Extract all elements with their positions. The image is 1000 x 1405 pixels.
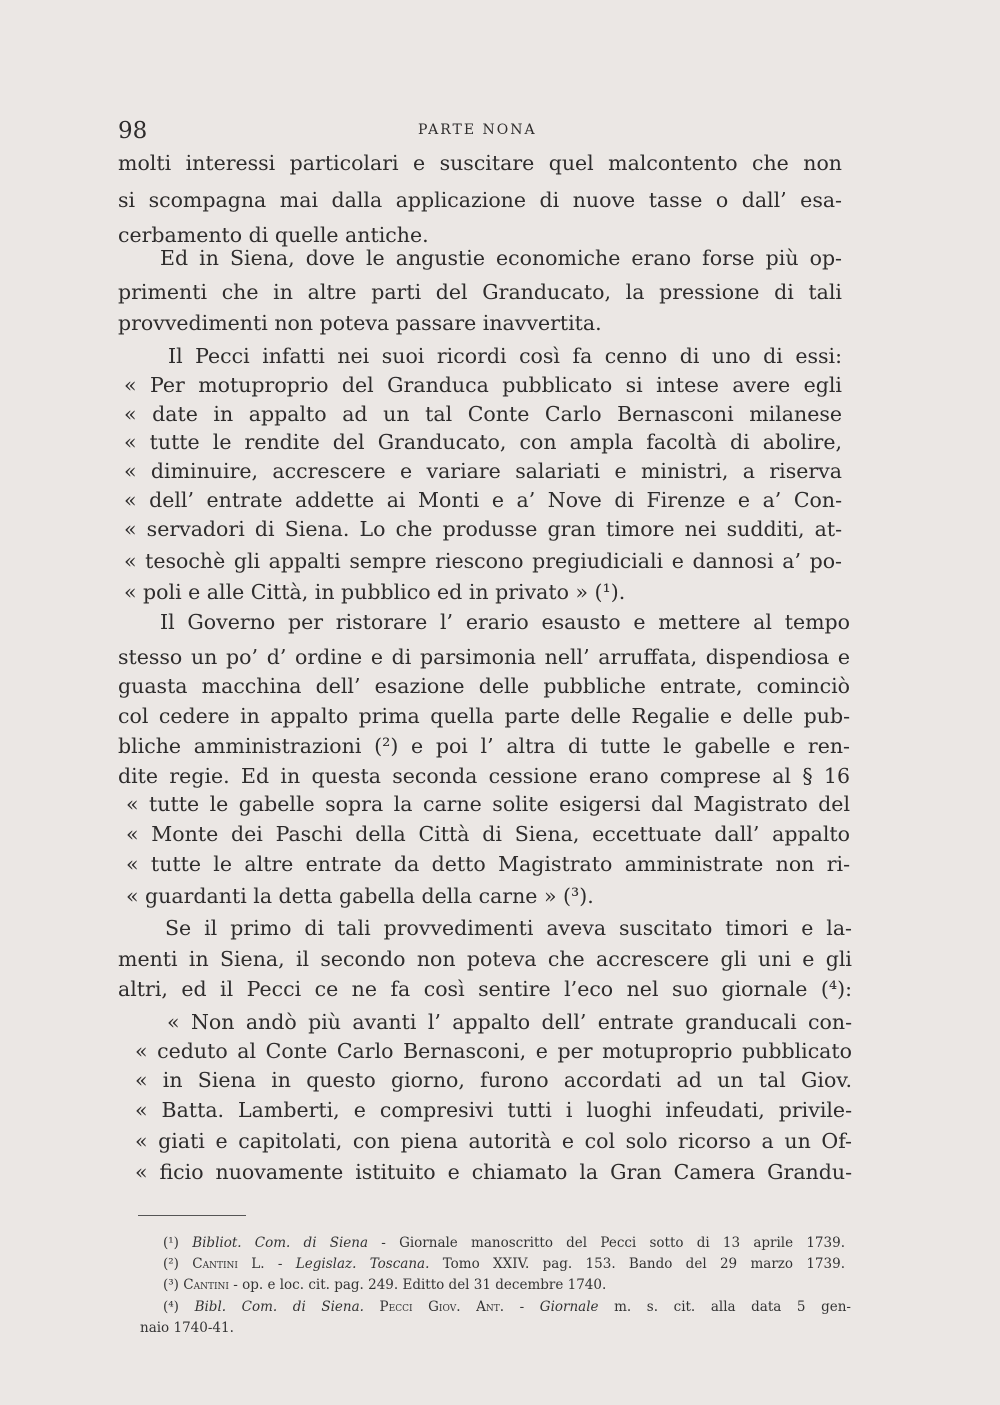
text-line: Il Pecci infatti nei suoi ricordi così fa cenno di uno di essi:	[168, 344, 842, 368]
footnote	[163, 1297, 851, 1317]
text-line: « poli e alle Città, in pubblico ed in privato » (¹).	[124, 580, 626, 604]
text-line: « giati e capitolati, con piena autorità e col solo ricorso a un Of-	[135, 1129, 852, 1153]
footnote-author: Pecci Giov. Ant.	[363, 1299, 505, 1315]
text-line: cerbamento di quelle antiche.	[118, 223, 429, 247]
footnote-source: Legislaz. Toscana.	[295, 1256, 430, 1272]
text-line: « tesochè gli appalti sempre riescono pregiudiciali e dannosi a’ po-	[124, 549, 842, 573]
footnote-divider	[138, 1215, 246, 1216]
text-line: Ed in Siena, dove le angustie economiche erano forse più op-	[160, 246, 842, 270]
text-line: dite regie. Ed in questa seconda cessione erano comprese al § 16	[118, 764, 850, 788]
text-line: primenti che in altre parti del Granducato, la pressione di tali	[118, 280, 842, 304]
footnote-text: m. s. cit. alla data 5 gen-	[598, 1299, 851, 1315]
text-line: « servadori di Siena. Lo che produsse gran timore nei sudditi, at-	[124, 517, 842, 541]
footnote-mark: (⁴)	[163, 1299, 179, 1315]
page-header	[118, 118, 853, 148]
text-line: Se il primo di tali provvedimenti aveva suscitato timori e la-	[165, 916, 852, 940]
text-line: menti in Siena, il secondo non poteva che accrescere gli uni e gli	[118, 947, 852, 971]
footnote-text: Tomo XXIV. pag. 153. Bando del 29 marzo 1739.	[429, 1256, 845, 1272]
footnote-mark: (¹)	[163, 1235, 179, 1251]
text-line: Il Governo per ristorare l’ erario esausto e mettere al tempo	[160, 610, 850, 634]
page-number: 98	[118, 118, 148, 144]
text-line: guasta macchina dell’ esazione delle pubbliche entrate, cominciò	[118, 674, 850, 698]
footnote-mark: (³)	[163, 1277, 179, 1293]
footnote	[163, 1254, 845, 1274]
footnote-sep: -	[264, 1256, 296, 1272]
text-line: molti interessi particolari e suscitare quel malcontento che non	[118, 151, 842, 175]
text-line: « Non andò più avanti l’ appalto dell’ entrate granducali con-	[167, 1010, 852, 1034]
text-line: « Monte dei Paschi della Città di Siena, eccettuate dall’ appalto	[126, 822, 850, 846]
footnote-continuation: naio 1740-41.	[140, 1320, 234, 1336]
text-line: provvedimenti non poteva passare inavvertita.	[118, 311, 602, 335]
text-line: « ficio nuovamente istituito e chiamato la Gran Camera Grandu-	[135, 1160, 852, 1184]
text-line: altri, ed il Pecci ce ne fa così sentire l’eco nel suo giornale (⁴):	[118, 977, 852, 1001]
text-line: « tutte le rendite del Granducato, con ampla facoltà di abolire,	[124, 430, 842, 454]
text-line: stesso un po’ d’ ordine e di parsimonia nell’ arruffata, dispendiosa e	[118, 645, 850, 669]
running-head: PARTE NONA	[418, 122, 537, 138]
footnote-source: Bibliot. Com. di Siena	[192, 1235, 369, 1251]
text-line: « ceduto al Conte Carlo Bernasconi, e per motuproprio pubblicato	[135, 1039, 852, 1063]
text-line: « date in appalto ad un tal Conte Carlo Bernasconi milanese	[124, 402, 842, 426]
text-line: « tutte le altre entrate da detto Magistrato amministrate non ri-	[126, 852, 850, 876]
text-line: « guardanti la detta gabella della carne » (³).	[126, 884, 594, 908]
footnote-mark: (²)	[163, 1256, 179, 1272]
text-line: col cedere in appalto prima quella parte delle Regalie e delle pub-	[118, 704, 850, 728]
footnote-text: - Giornale manoscritto del Pecci sotto di 13 aprile 1739.	[368, 1235, 845, 1251]
footnote-author: Cantini L.	[192, 1256, 265, 1272]
text-line: « Batta. Lamberti, e compresivi tutti i luoghi infeudati, privile-	[135, 1098, 852, 1122]
footnote-text: - op. e loc. cit. pag. 249. Editto del 31 decembre 1740.	[228, 1277, 607, 1293]
text-line: bliche amministrazioni (²) e poi l’ altra di tutte le gabelle e ren-	[118, 734, 850, 758]
text-line: « dell’ entrate addette ai Monti e a’ Nove di Firenze e a’ Con-	[124, 488, 842, 512]
footnote	[163, 1233, 845, 1253]
text-line: « Per motuproprio del Granduca pubblicato si intese avere egli	[124, 373, 842, 397]
footnote-sep: -	[504, 1299, 540, 1315]
text-line: « in Siena in questo giorno, furono accordati ad un tal Giov.	[135, 1068, 852, 1092]
text-line: « diminuire, accrescere e variare salariati e ministri, a riserva	[124, 459, 842, 483]
text-line: « tutte le gabelle sopra la carne solite esigersi dal Magistrato del	[126, 792, 850, 816]
footnote	[163, 1275, 606, 1295]
footnote-title: Giornale	[539, 1299, 599, 1315]
footnote-author: Cantini	[183, 1277, 229, 1293]
footnote-source: Bibl. Com. di Siena.	[194, 1299, 364, 1315]
text-line: si scompagna mai dalla applicazione di nuove tasse o dall’ esa-	[118, 188, 842, 212]
